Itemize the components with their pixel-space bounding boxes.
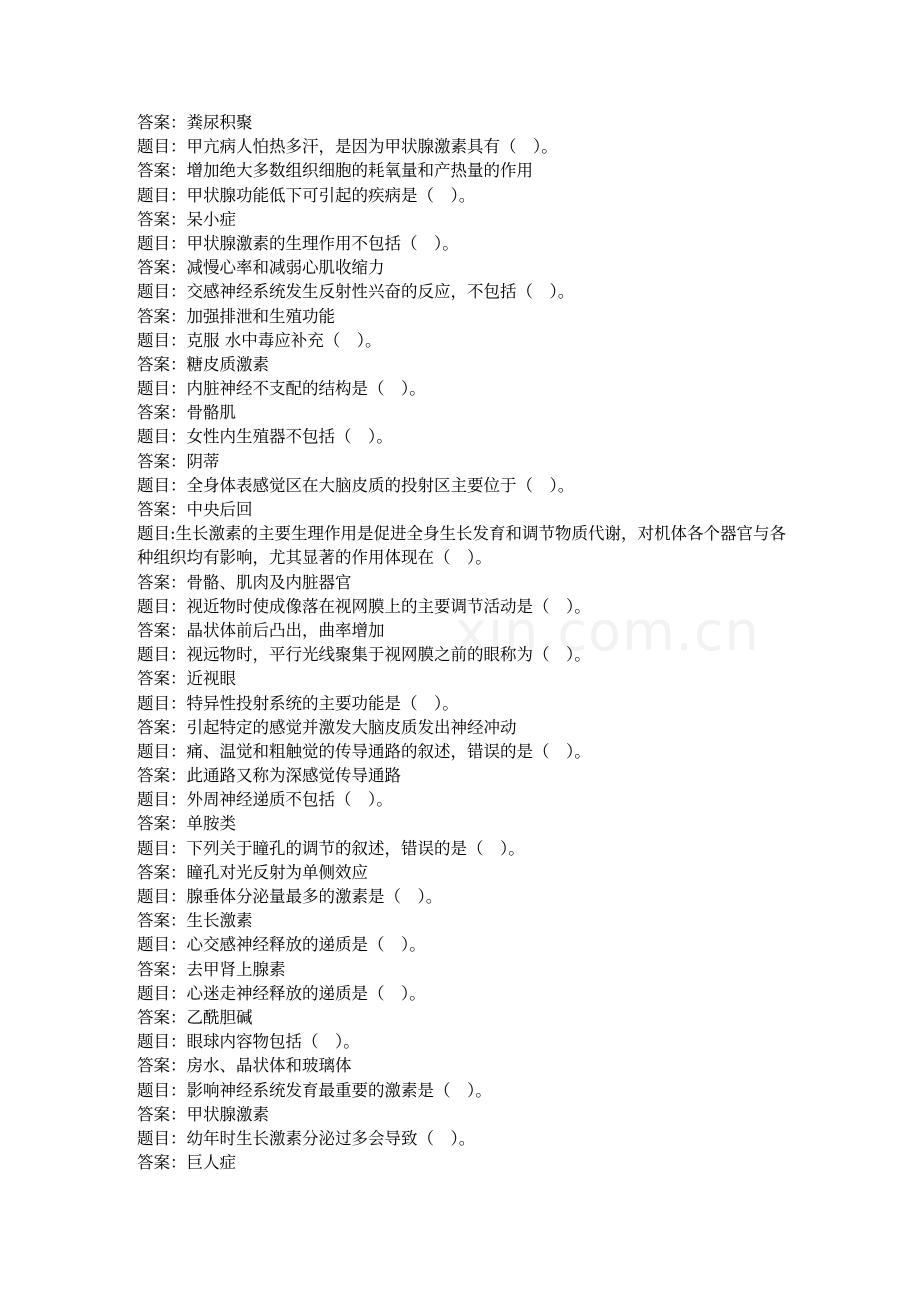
question-line: 题目：外周神经递质不包括（ ）。 bbox=[137, 790, 393, 810]
question-line: 题目：交感神经系统发生反射性兴奋的反应，不包括（ ）。 bbox=[137, 282, 575, 302]
answer-line: 答案：瞳孔对光反射为单侧效应 bbox=[137, 862, 368, 882]
question-line: 题目：全身体表感觉区在大脑皮质的投射区主要位于（ ）。 bbox=[137, 475, 575, 495]
question-line: 题目：女性内生殖器不包括（ ）。 bbox=[137, 427, 393, 447]
answer-line: 答案：加强排泄和生殖功能 bbox=[137, 306, 335, 326]
question-line: 题目：视近物时使成像落在视网膜上的主要调节活动是（ ）。 bbox=[137, 596, 591, 616]
answer-line: 答案：房水、晶状体和玻璃体 bbox=[137, 1056, 352, 1076]
answer-line: 答案：引起特定的感觉并激发大脑皮质发出神经冲动 bbox=[137, 717, 517, 737]
answer-line: 答案：糖皮质激素 bbox=[137, 354, 269, 374]
answer-line: 答案：呆小症 bbox=[137, 209, 236, 229]
answer-line: 答案：晶状体前后凸出，曲率增加 bbox=[137, 620, 385, 640]
question-line: 题目：心交感神经释放的递质是（ ）。 bbox=[137, 935, 426, 955]
answer-line: 答案：粪尿积聚 bbox=[137, 113, 253, 132]
question-line: 题目：内脏神经不支配的结构是（ ）。 bbox=[137, 379, 426, 399]
watermark: xin.com.cn bbox=[455, 600, 760, 663]
answer-line: 答案：减慢心率和减弱心肌收缩力 bbox=[137, 258, 385, 278]
question-line: 题目：幼年时生长激素分泌过多会导致（ ）。 bbox=[137, 1128, 476, 1148]
document-body bbox=[137, 111, 797, 1175]
answer-line: 答案：乙酰胆碱 bbox=[137, 1007, 253, 1027]
answer-line: 答案：骨骼、肌肉及内脏器官 bbox=[137, 572, 352, 592]
question-line: 题目：眼球内容物包括（ ）。 bbox=[137, 1032, 360, 1052]
answer-line: 答案：阴蒂 bbox=[137, 451, 220, 471]
answer-line: 答案：甲状腺激素 bbox=[137, 1104, 269, 1124]
question-line: 题目：视远物时，平行光线聚集于视网膜之前的眼称为（ ）。 bbox=[137, 645, 591, 665]
question-line: 题目：心迷走神经释放的递质是（ ）。 bbox=[137, 983, 426, 1003]
answer-line: 答案：骨骼肌 bbox=[137, 403, 236, 423]
answer-line: 答案：增加绝大多数组织细胞的耗氧量和产热量的作用 bbox=[137, 161, 533, 181]
question-line: 题目：腺垂体分泌量最多的激素是（ ）。 bbox=[137, 887, 443, 907]
question-line: 题目：甲状腺功能低下可引起的疾病是（ ）。 bbox=[137, 185, 476, 205]
answer-line: 答案：中央后回 bbox=[137, 500, 253, 519]
answer-line: 答案：单胺类 bbox=[137, 814, 236, 834]
answer-line: 答案：此通路又称为深感觉传导通路 bbox=[137, 766, 401, 786]
answer-line: 答案：巨人症 bbox=[137, 1153, 236, 1173]
question-line: 题目：痛、温觉和粗触觉的传导通路的叙述，错误的是（ ）。 bbox=[137, 741, 591, 761]
question-line: 题目：影响神经系统发育最重要的激素是（ ）。 bbox=[137, 1080, 492, 1100]
question-line: 题目：特异性投射系统的主要功能是（ ）。 bbox=[137, 693, 459, 713]
question-line: 题目：下列关于瞳孔的调节的叙述，错误的是（ ）。 bbox=[137, 838, 525, 858]
answer-line: 答案：生长激素 bbox=[137, 911, 253, 931]
question-line: 题目:生长激素的主要生理作用是促进全身生长发育和调节物质代谢，对机体各个器官与各种组织均有影响，尤其显著的作用体现在（ ）。 bbox=[137, 524, 787, 568]
question-line: 题目：克服 水中毒应补充（ ）。 bbox=[137, 330, 382, 350]
question-line: 题目：甲状腺激素的生理作用不包括（ ）。 bbox=[137, 233, 459, 253]
question-line: 题目：甲亢病人怕热多汗，是因为甲状腺激素具有（ ）。 bbox=[137, 137, 558, 157]
answer-line: 答案：去甲肾上腺素 bbox=[137, 959, 286, 979]
answer-line: 答案：近视眼 bbox=[137, 669, 236, 689]
